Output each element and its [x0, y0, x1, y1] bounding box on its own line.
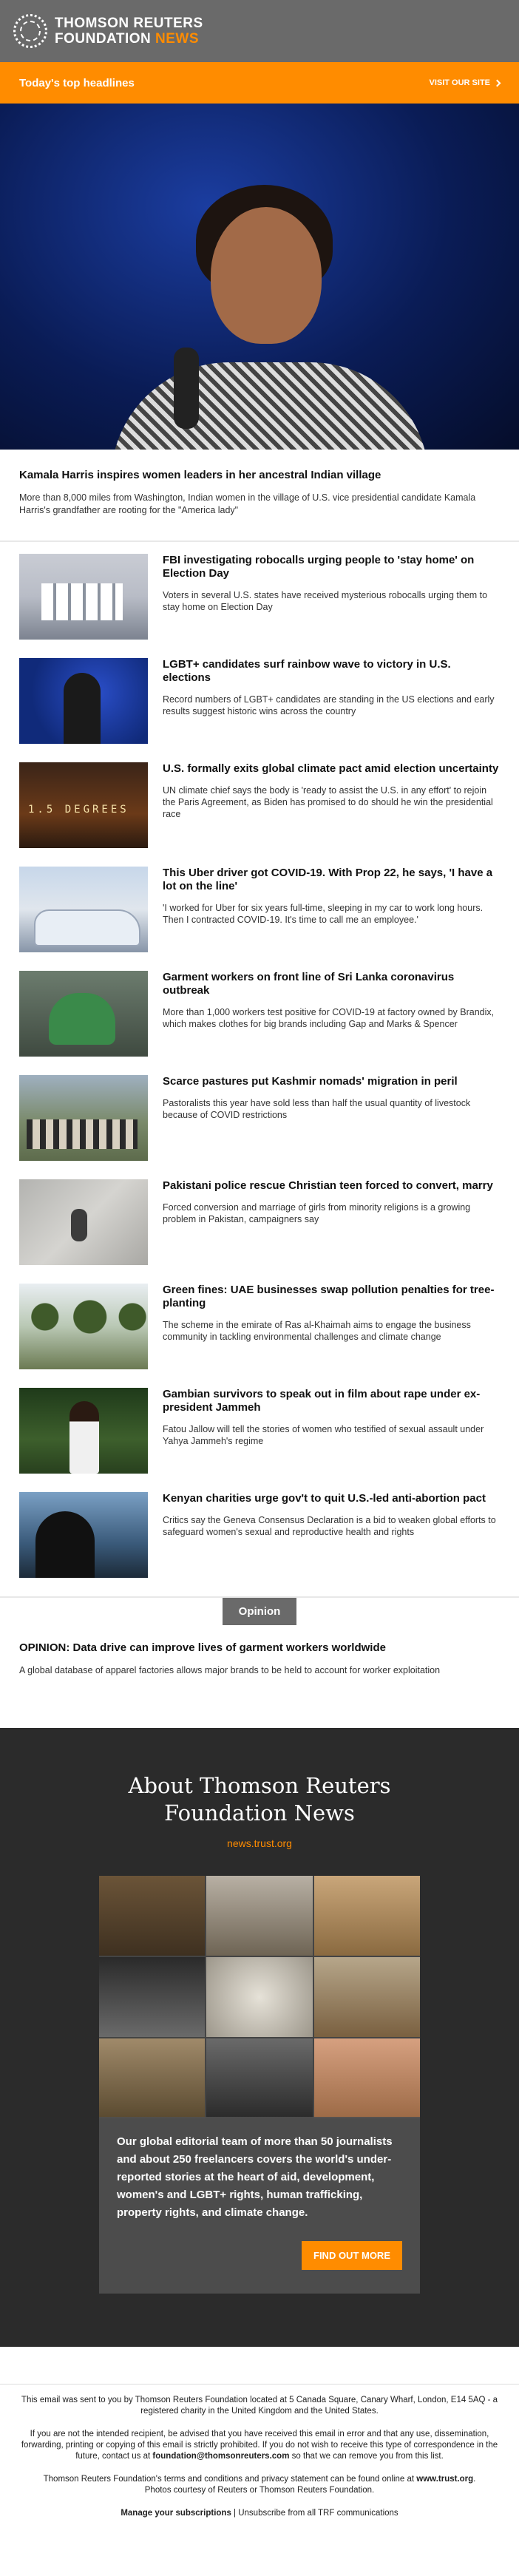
manage-subscriptions-link[interactable]: Manage your subscriptions [121, 2509, 231, 2518]
footer [0, 2384, 519, 2538]
logo-line1: THOMSON REUTERS [55, 16, 203, 31]
story-description: Pastoralists this year have sold less than half the usual quantity of livestock because of COVID restrictions [163, 1098, 471, 1120]
story-thumbnail[interactable] [19, 1388, 148, 1474]
story-title-link[interactable]: Pakistani police rescue Christian teen forced to convert, marry [163, 1179, 493, 1192]
story-item [0, 1388, 519, 1492]
collage-photo [314, 1876, 420, 1956]
story-title-link[interactable]: FBI investigating robocalls urging people to 'stay home' on Election Day [163, 554, 475, 580]
visit-site-label: VISIT OUR SITE [429, 78, 490, 87]
contact-email-link[interactable]: foundation@thomsonreuters.com [152, 2452, 290, 2461]
story-thumbnail[interactable] [19, 867, 148, 952]
about-site-link[interactable]: news.trust.org [227, 1837, 292, 1849]
headline-bar-title: Today's top headlines [19, 76, 135, 89]
chevron-right-icon [494, 79, 501, 87]
story-description: Critics say the Geneva Consensus Declaration is a bid to weaken global efforts to safeguard women's sexual and reproductive health and rights [163, 1515, 496, 1537]
story-item [0, 1284, 519, 1388]
hero-title-link[interactable]: Kamala Harris inspires women leaders in her ancestral Indian village [19, 469, 381, 481]
visit-site-link[interactable] [429, 78, 500, 87]
story-title-link[interactable]: Garment workers on front line of Sri Lanka coronavirus outbreak [163, 971, 455, 997]
footer-links: Manage your subscriptions | Unsubscribe from all TRF communications [121, 2509, 398, 2518]
about-box [99, 2117, 420, 2294]
story-title-link[interactable]: This Uber driver got COVID-19. With Prop 22, he says, 'I have a lot on the line' [163, 867, 493, 892]
story-item [0, 867, 519, 971]
story-description: 'I worked for Uber for six years full-time, sleeping in my car to work long hours. Then I contracted COVID-19. It's time to call me an employee.' [163, 903, 484, 925]
collage-photo [206, 2038, 312, 2118]
opinion-title-link[interactable]: OPINION: Data drive can improve lives of garment workers worldwide [19, 1641, 386, 1654]
collage-photo [206, 1957, 312, 2037]
opinion-badge: Opinion [223, 1598, 297, 1625]
about-title: About Thomson Reuters Foundation News [128, 1773, 391, 1826]
story-item [0, 1492, 519, 1596]
story-description: More than 1,000 workers test positive for COVID-19 at factory owned by Brandix, which makes clothes for big brands including Gap and Marks & Spencer [163, 1007, 495, 1029]
opinion-description: A global database of apparel factories allows major brands to be held to account for worker exploitation [19, 1665, 441, 1675]
story-title-link[interactable]: Green fines: UAE businesses swap pollution penalties for tree-planting [163, 1284, 495, 1309]
footer-disclaimer: If you are not the intended recipient, be advised that you have received this email in error and that any use, dissemination, forwarding, printing or copying of this email is strictly prohibited. If you do not wish to receive this type of correspondence in the future, contact us at foundation@thomsonreuters.com so that we can remove you from this list. [21, 2430, 498, 2461]
story-description: Forced conversion and marriage of girls from minority religions is a growing problem in Pakistan, campaigners say [163, 1202, 471, 1224]
story-description: Fatou Jallow will tell the stories of women who testified of sexual assault under Yahya Jammeh's regime [163, 1424, 484, 1446]
story-description: The scheme in the emirate of Ras al-Khaimah aims to engage the business community in tackling environmental challenges and climate change [163, 1320, 471, 1342]
divider [0, 540, 519, 542]
story-item [0, 554, 519, 658]
footer-terms: Thomson Reuters Foundation's terms and conditions and privacy statement can be found online at www.trust.org. Photos courtesy of Reuters or Thomson Reuters Foundation. [43, 2475, 476, 2495]
story-item [0, 658, 519, 762]
hero-story [0, 450, 519, 540]
collage-photo [99, 2038, 205, 2118]
hero-image[interactable] [0, 104, 519, 450]
story-thumbnail[interactable] [19, 1075, 148, 1161]
logo-news: NEWS [155, 31, 200, 47]
headline-bar [0, 62, 519, 104]
story-thumbnail[interactable] [19, 762, 148, 848]
about-section [0, 1728, 519, 2347]
about-description: Our global editorial team of more than 50 journalists and about 250 freelancers covers the world's under-reported stories at the heart of aid, development, women's and LGBT+ rights, human trafficking, property rights, and climate change. [117, 2135, 393, 2219]
story-item [0, 1179, 519, 1284]
hero-description: More than 8,000 miles from Washington, Indian women in the village of U.S. vice presidential candidate Kamala Harris's grandfather are rooting for the "America lady" [19, 492, 476, 515]
story-description: UN climate chief says the body is 'ready to assist the U.S. in any effort' to rejoin the Paris Agreement, as Biden has promised to do should he win the presidential race [163, 785, 493, 819]
story-description: Voters in several U.S. states have received mysterious robocalls urging them to stay home on Election Day [163, 590, 488, 612]
story-title-link[interactable]: U.S. formally exits global climate pact amid election uncertainty [163, 762, 499, 775]
story-thumbnail[interactable] [19, 971, 148, 1057]
opinion-story [0, 1641, 519, 1728]
logo-icon[interactable] [13, 14, 47, 48]
logo-text[interactable] [55, 16, 203, 47]
collage-photo [206, 1876, 312, 1956]
story-thumbnail[interactable] [19, 658, 148, 744]
story-thumbnail[interactable] [19, 1492, 148, 1578]
trust-site-link[interactable]: www.trust.org [416, 2475, 474, 2484]
story-thumbnail[interactable] [19, 1284, 148, 1369]
photo-collage [99, 1876, 420, 2118]
story-title-link[interactable]: Gambian survivors to speak out in film about rape under ex-president Jammeh [163, 1388, 481, 1414]
story-thumbnail[interactable] [19, 1179, 148, 1265]
story-thumbnail[interactable] [19, 554, 148, 640]
header [0, 0, 519, 62]
find-out-more-button[interactable]: FIND OUT MORE [302, 2241, 402, 2270]
footer-photos-credit: Photos courtesy of Reuters or Thomson Reuters Foundation. [144, 2486, 375, 2495]
story-item [0, 1075, 519, 1179]
collage-photo [99, 1957, 205, 2037]
collage-photo [314, 1957, 420, 2037]
footer-address: This email was sent to you by Thomson Reuters Foundation located at 5 Canada Square, Canary Wharf, London, E14 5AQ - a registered charity in the United Kingdom and the United States. [21, 2396, 498, 2416]
story-title-link[interactable]: Scarce pastures put Kashmir nomads' migration in peril [163, 1075, 458, 1088]
story-item [0, 971, 519, 1075]
logo-line2: FOUNDATION [55, 31, 152, 47]
story-item [0, 762, 519, 867]
collage-photo [99, 1876, 205, 1956]
story-title-link[interactable]: LGBT+ candidates surf rainbow wave to victory in U.S. elections [163, 658, 451, 684]
unsubscribe-link[interactable]: Unsubscribe from all TRF communications [238, 2509, 398, 2518]
story-title-link[interactable]: Kenyan charities urge gov't to quit U.S.-led anti-abortion pact [163, 1492, 486, 1505]
collage-photo [314, 2038, 420, 2118]
story-description: Record numbers of LGBT+ candidates are standing in the US elections and early results suggest historic wins across the country [163, 694, 495, 716]
